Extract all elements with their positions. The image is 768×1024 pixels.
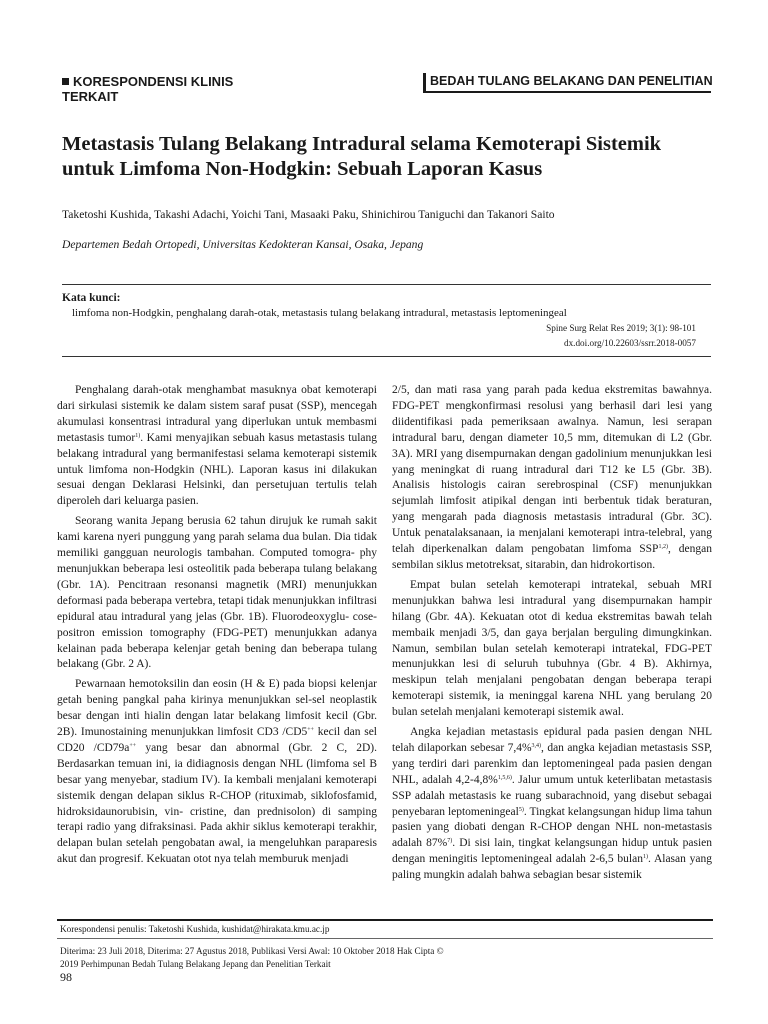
citation-ref[interactable]: 1) xyxy=(135,432,141,439)
copyright-line: 2019 Perhimpunan Bedah Tulang Belakang Jepang dan Penelitian Terkait xyxy=(60,959,331,969)
paragraph-text: . Kami menyajikan sebuah kasus metastasis tulang belakang intradural yang bermanifestasi selama kemoterapi sistemik untuk limfoma non-Hodgkin (NHL). Laporan kasus ini dilakukan sesuai dengan Deklarasi Helsinki, dan persetujuan tertulis telah diperoleh dari keluarga pasien. xyxy=(57,431,377,508)
citation-ref[interactable]: 1,5,6) xyxy=(497,774,512,781)
section-label-line2: TERKAIT xyxy=(62,89,119,104)
superscript: ++ xyxy=(129,742,137,749)
paragraph-text: . Alasan yang paling mungkin adalah bahwa sebagian besar sistemik xyxy=(392,853,712,882)
dates-line: Diterima: 23 Juli 2018, Diterima: 27 Agustus 2018, Publikasi Versi Awal: 10 Oktober 2018 Hak Cipta © xyxy=(60,946,444,956)
paragraph-text: Penghalang darah-otak menghambat masuknya obat kemoterapi dari sirkulasi sistemik ke dalam sistem saraf pusat (SSP), mencegah akumulasi konsentrasi intradural yang diperlukan untuk membasmi metastasis tumor xyxy=(57,384,377,444)
section-label xyxy=(62,74,233,104)
paragraph-text: yang besar dan abnormal (Gbr. 2 C, 2D). Berdasarkan temuan ini, ia didiagnosis dengan NHL (limfoma sel B besar yang menyebar, stadium IV). Ia kembali menjalani kemoterapi sistemik dengan delapan siklus R-CHOP (rituximab, siklofosfamid, hidroksidaunorubisin, vin- cristine, dan prednisolon) di samping terapi radio yang difraksinasi. Pada akhir siklus kemoterapi terakhir, delapan bulan setelah pengobatan awal, ia mengeluhkan paraparesis akut dan progresif. Kekuatan otot nya telah memburuk menjadi xyxy=(57,741,377,866)
doi-link[interactable]: dx.doi.org/10.22603/ssrr.2018-0057 xyxy=(563,338,696,348)
paragraph-text: , dengan sembilan siklus metotreksat, sitarabin, dan hidrokortison. xyxy=(392,543,712,571)
square-bullet-icon xyxy=(62,78,69,85)
footer-rule-thin xyxy=(57,938,713,939)
keywords-top-rule xyxy=(62,284,711,285)
paragraph xyxy=(392,725,712,884)
header-bar xyxy=(423,73,426,91)
paragraph-text: 2/5, dan mati rasa yang parah pada kedua ekstremitas bawahnya. FDG-PET mengkonfirmasi resolusi yang berhasil dari lesi yang diidentifikasi pada pemeriksaan awalnya. Namun, lesi serapan intradural baru, dengan diameter 10,5 mm, ditemukan di L2 (Gbr. 3A). MRI yang disempurnakan dengan gadolinium menunjukkan lesi yang meningkat di ruang intradural dari T12 ke L5 (Gbr. 3B). Analisis histologis cairan serebrospinal (CSF) menunjukkan sejumlah limfosit atipikal dengan inti berbentuk tidak beraturan, yang mengarah pada diagnosis metastasis intradural (Gbr. 3C). Untuk penatalaksanaan, ia menjalani kemoterapi intra-telebral, yang telah diperkenalkan dalam pengobatan limfoma SSP xyxy=(392,384,712,556)
article-title: Metastasis Tulang Belakang Intradural selama Kemoterapi Sistemik untuk Limfoma Non-Hodgkin: Sebuah Laporan Kasus xyxy=(62,133,662,180)
paragraph-text: kecil dan sel CD20 /CD79a xyxy=(57,726,377,754)
paragraph-text: Pewarnaan hemotoksilin dan eosin (H & E) pada biopsi kelenjar getah bening pangkal paha kirinya menunjukkan sel-sel neoplastik besar dengan inti hialin dengan latar belakang limfosit kecil (Gbr. 2B). Imunostaining menunjukkan limfosit CD3 /CD5 xyxy=(57,678,377,739)
page-number: 98 xyxy=(60,970,72,984)
paragraph xyxy=(57,677,377,868)
paragraph: Seorang wanita Jepang berusia 62 tahun dirujuk ke rumah sakit kami karena nyeri punggung yang parah selama dua bulan. Dia tidak memiliki gangguan neurologis tambahan. Computed tomogra- phy menunjukkan beberapa lesi osteolitik pada beberapa tulang belakang (Gbr. 1A). Pencitraan resonansi magnetik (MRI) menunjukkan deformasi pada beberapa vertebra, tetapi tidak menunjukkan infiltrasi epidural atau intradural yang jelas (Gbr. 1B). Fluorodeoxyglu- cose-positron emission tomography (FDG-PET) menunjukkan adanya kelainan pada beberapa kelenjar getah bening dan beberapa tulang belakang (Gbr. 2 A). xyxy=(57,515,377,671)
paragraph xyxy=(57,383,377,510)
author-list: Taketoshi Kushida, Takashi Adachi, Yoichi Tani, Masaaki Paku, Shinichirou Taniguchi dan Takanori Saito xyxy=(62,208,555,221)
header-rule xyxy=(423,91,711,93)
citation-ref[interactable]: 1) xyxy=(642,854,648,861)
correspondence-note: Korespondensi penulis: Taketoshi Kushida, kushidat@hirakata.kmu.ac.jp xyxy=(60,924,330,934)
citation-ref[interactable]: 1,2) xyxy=(658,544,668,551)
keywords-text: limfoma non-Hodgkin, penghalang darah-otak, metastasis tulang belakang intradural, metastasis leptomeningeal xyxy=(72,307,567,319)
section-label-line1: KORESPONDENSI KLINIS xyxy=(73,74,234,89)
affiliation: Departemen Bedah Ortopedi, Universitas Kedokteran Kansai, Osaka, Jepang xyxy=(62,238,424,251)
paragraph-text: . Di sisi lain, tingkat kelangsungan hidup untuk pasien dengan meningitis leptomeningeal adalah 2-6,5 bulan xyxy=(392,837,712,866)
superscript: ++ xyxy=(307,727,315,734)
footer-rule xyxy=(57,919,713,921)
journal-section-label: BEDAH TULANG BELAKANG DAN PENELITIAN xyxy=(430,74,713,88)
journal-citation: Spine Surg Relat Res 2019; 3(1): 98-101 xyxy=(546,323,696,333)
paragraph: Empat bulan setelah kemoterapi intratekal, sebuah MRI menunjukkan bahwa lesi intradural yang disempurnakan hampir hilang (Gbr. 4A). Kekuatan otot di kedua ekstremitas bawah telah membaik menjadi 3/5, dan gaya berjalan berguling dimungkinkan. Namun, sembilan bulan setelah kemoterapi intratekal, FDG-PET menunjukkan lesi di seluruh tubuhnya (Gbr. 4 B). Akhirnya, meskipun telah menjalani pengobatan dengan beberapa terapi kemoterapi sistemik, ia meninggal karena NHL yang berulang 20 bulan setelah menjalani kemoterapi sistemik awal. xyxy=(392,578,712,719)
paragraph-text: . Tingkat kelangsungan hidup lima tahun pasien yang diobati dengan R-CHOP dengan NHL non-metastasis adalah 87% xyxy=(392,805,713,850)
keywords-label: Kata kunci: xyxy=(62,292,121,304)
citation-ref[interactable]: 3,4) xyxy=(531,742,542,749)
keywords-bottom-rule xyxy=(62,356,711,357)
publication-dates xyxy=(60,945,710,971)
body-column-right xyxy=(392,383,712,888)
citation-ref[interactable]: 5) xyxy=(518,806,524,813)
body-column-left xyxy=(57,383,377,872)
paragraph-text: , dan angka kejadian metastasis SSP, yang terdiri dari parenkim dan leptomeningeal pada pasien dengan NHL, adalah 4,2-4,8% xyxy=(392,741,713,786)
citation-ref[interactable]: 7) xyxy=(447,838,453,845)
paragraph-text: Angka kejadian metastasis epidural pada pasien dengan NHL telah dilaporkan sebesar 7,4% xyxy=(392,726,712,754)
paragraph-text: . Jalur umum untuk keterlibatan metastasis SSP adalah metastasis ke ruang subarachnoid, yang disebut sebagai penyebaran leptomeningeal xyxy=(392,773,712,818)
paragraph xyxy=(392,383,712,574)
